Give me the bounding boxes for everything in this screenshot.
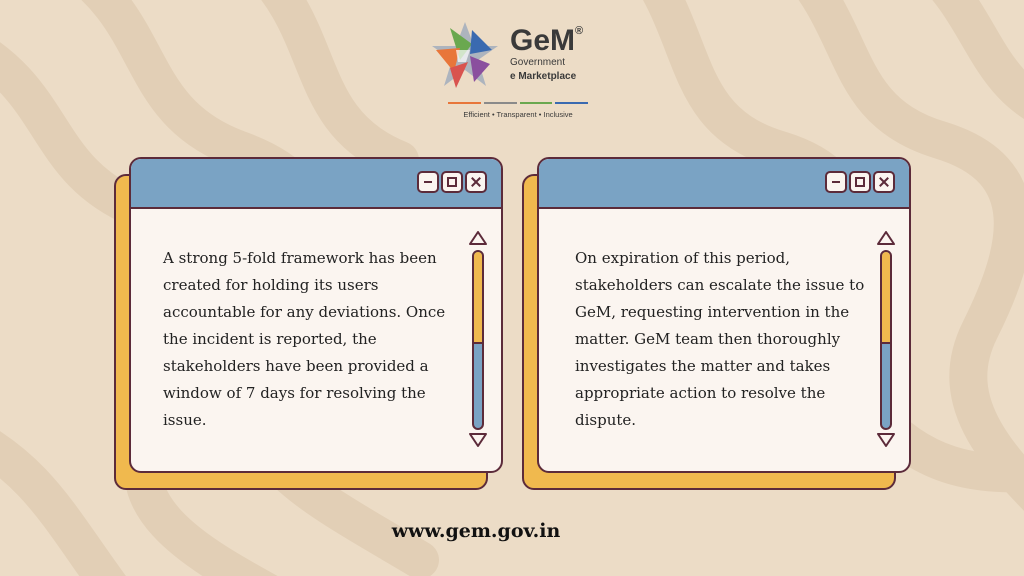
maximize-button[interactable]: [849, 171, 871, 193]
brand-color-bars: [448, 102, 588, 105]
left-window-titlebar[interactable]: [131, 159, 501, 209]
scrollbar-thumb[interactable]: [474, 252, 482, 344]
left-window: [129, 157, 503, 473]
close-button[interactable]: [873, 171, 895, 193]
brand-line-marketplace: e Marketplace: [510, 71, 577, 82]
brand-name: GeM®: [510, 24, 584, 57]
scroll-up-arrow-icon[interactable]: [468, 230, 488, 246]
website-url[interactable]: www.gem.gov.in: [391, 520, 561, 542]
maximize-button[interactable]: [441, 171, 463, 193]
scrollbar-thumb[interactable]: [882, 252, 890, 344]
window-controls: [825, 171, 895, 193]
scroll-up-arrow-icon[interactable]: [876, 230, 896, 246]
right-window-text: On expiration of this period, stakeholders can escalate the issue to GeM, requesting intervention in the matter. GeM team then thoroughly investigates the matter and takes appropriate action to resolve the dispute.: [575, 249, 865, 429]
left-window-text: A strong 5-fold framework has been created for holding its users accountable for any deviations. Once the incident is reported, the stakeholders have been provided a window of 7 days for resolving the issue.: [163, 249, 446, 429]
brand-line-government: Government: [510, 57, 566, 68]
gem-star-icon: [430, 20, 500, 90]
gem-logo: [430, 20, 600, 120]
scrollbar-track[interactable]: [472, 250, 484, 430]
minimize-button[interactable]: [825, 171, 847, 193]
scroll-down-arrow-icon[interactable]: [876, 432, 896, 448]
window-controls: [417, 171, 487, 193]
scroll-down-arrow-icon[interactable]: [468, 432, 488, 448]
brand-tagline: Efficient • Transparent • Inclusive: [463, 110, 573, 119]
right-window: [537, 157, 911, 473]
minimize-button[interactable]: [417, 171, 439, 193]
close-button[interactable]: [465, 171, 487, 193]
scrollbar-track[interactable]: [880, 250, 892, 430]
right-window-titlebar[interactable]: [539, 159, 909, 209]
